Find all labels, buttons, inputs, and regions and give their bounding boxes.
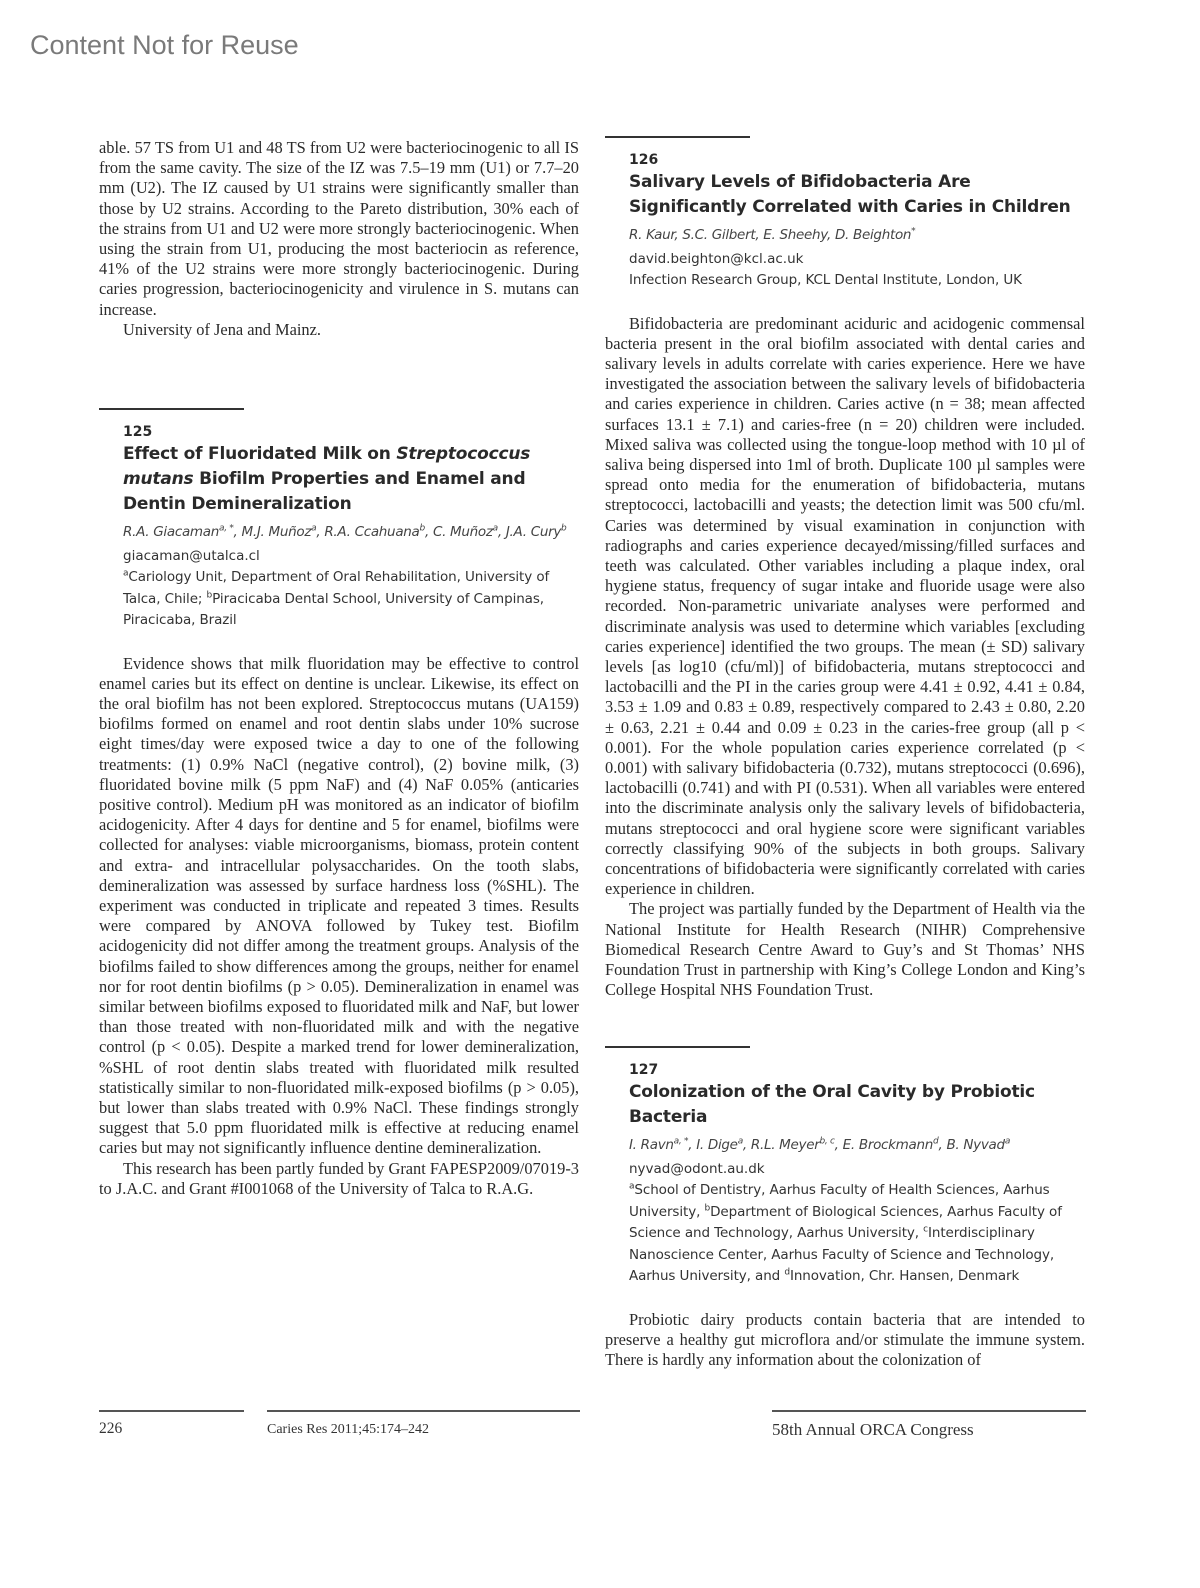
author-sup: b, c [819, 1136, 835, 1147]
author-sup: d [933, 1136, 939, 1147]
author: R.L. Meyer [750, 1137, 820, 1154]
abstract-number: 125 [123, 424, 153, 441]
abstract-paragraph: Evidence shows that milk fluoridation may be effective to control enamel caries but its effect on dentine is unclear. Likewise, its effect on the oral biofilm has not been explored. Streptococcus mutans (UA159) biofilms formed on enamel and root dentin slabs under 10% sucrose eight times/day were exposed twice a day to one of the following treatments: (1) 0.9% NaCl (negative control), (2) bovine milk, (3) fluoridated bovine milk (5 ppm NaF) and (4) NaF 0.05% (anticaries positive control). Medium pH was monitored as an indicator of biofilm acidogenicity. After 4 days for dentine and 5 for enamel, biofilms were collected for analyses: viable microorganisms, biomass, protein content and extra- and intracellular polysaccharides. On the tooth slabs, demineralization was assessed by surface hardness loss (%SHL). The experiment was conducted in triplicate and repeated 3 times. Results were compared by ANOVA followed by Tukey test. Biofilm acidogenicity did not differ among the treatment groups. Analysis of the biofilms failed to show differences among the groups, neither for enamel nor for root dentin biofilms (p > 0.05). Demineralization in enamel was similar between biofilms exposed to fluoridated milk and NaF, but lower than those treated with non-fluoridated milk and with the negative control (p < 0.05). Despite a marked trend for lower demineralization, %SHL of root dentin slabs treated with fluoridated milk resulted statistically similar to non-fluoridated milk-exposed biofilms (p > 0.05), but lower than slabs treated with 0.9% NaCl. These findings strongly suggest that 5.0 ppm fluoridated milk is effective at reducing enamel caries but may not significantly influence dentine demineralization. [99, 653, 579, 1158]
author: M.J. Muñoz [241, 524, 312, 541]
affil-sup: b [704, 1203, 711, 1214]
abstract-paragraph: Probiotic dairy products contain bacteria that are intended to preserve a healthy gut microflora and/or stimulate the immune system. There is hardly any information about the colonization of [605, 1309, 1085, 1370]
abstract-title [123, 442, 579, 517]
affiliation: Innovation, Chr. Hansen, Denmark [789, 1268, 1020, 1285]
title-part: Biofilm Properties and Enamel and Dentin Demineralization [123, 469, 526, 515]
author-list: R.A. Giacaman$^{a, *}$, M.J. Muñoz$^a$, R.A. Ccahuana$^b$, C. Muñoz$^a$, J.A. Cury$^b$ [123, 523, 567, 541]
title-part: Effect of Fluoridated Milk on [123, 444, 397, 465]
affiliations [123, 567, 579, 632]
affil-sup: b [206, 590, 213, 601]
affiliation: Department of Biological Sciences, Aarhus Faculty of Science and Technology, Aarhus University, [629, 1203, 1062, 1242]
footer-journal [267, 1410, 580, 1438]
left-column [99, 138, 579, 1199]
affiliation: Cariology Unit, Department of Oral Rehabilitation, University of Talca, Chile; [123, 569, 550, 607]
funding-paragraph: The project was partially funded by the Department of Health via the National Institute for Health Research (NIHR) Comprehensive Biomedical Research Centre Award to Guy’s and St Thomas’ NHS Foundation Trust in partnership with King’s College London and King’s College Hospital NHS Foundation Trust. [605, 899, 1085, 1000]
footer-page [99, 1410, 244, 1438]
affiliations [629, 1180, 1085, 1288]
author: R.A. Giacaman [123, 524, 219, 541]
affiliation: Piracicaba Dental School, University of Campinas, Piracicaba, Brazil [123, 590, 544, 629]
abstract-title: Colonization of the Oral Cavity by Probiotic Bacteria [629, 1082, 1035, 1128]
affil-sup: a [629, 1181, 635, 1192]
watermark: Content Not for Reuse [30, 30, 299, 60]
abstract-126-header [605, 150, 1085, 292]
author: E. Brockmann [842, 1137, 934, 1154]
abstract-126-body [605, 314, 1085, 1001]
title-italic-part: Streptococcus mutans [123, 444, 531, 490]
author-sup: a [737, 1136, 743, 1147]
abstract-127-body [605, 1310, 1085, 1371]
author: E. Sheehy [763, 227, 827, 243]
section-divider [605, 136, 750, 138]
section-divider [605, 1046, 750, 1048]
author-sup: b [419, 523, 425, 534]
footer-rule [772, 1410, 1086, 1412]
affil-sup: a [123, 568, 129, 579]
author: R.A. Ccahuana [324, 524, 420, 541]
author-sup: a [492, 523, 498, 534]
abstract-title: Salivary Levels of Bifidobacteria Are Significantly Correlated with Caries in Children [629, 172, 1071, 217]
funding-paragraph: This research has been partly funded by Grant FAPESP2009/07019-3 to J.A.C. and Grant #I001068 of the University of Talca to R.A.G. [99, 1158, 579, 1198]
affil-sup: d [784, 1267, 790, 1278]
continued-paragraph: able. 57 TS from U1 and 48 TS from U2 were bacteriocinogenic to all IS from the same cavity. The size of the IZ was 7.5–19 mm (U1) or 7.7–20 mm (U2). The IZ caused by U1 strains were significantly smaller than those by U2 strains. According to the Pareto distribution, 30% each of the strains from U1 and U2 were more strongly bacteriocinogenic. When using the strain from U1, producing the most bacteriocin as reference, 41% of the U2 strains were more strongly bacteriocinogenic. During caries progression, bacteriocinogenicity and virulence in S. mutans can increase. [99, 138, 579, 319]
continued-funding: University of Jena and Mainz. [123, 319, 322, 339]
author: D. Beighton [834, 227, 912, 243]
footer-rule [267, 1410, 580, 1412]
continued-abstract [99, 138, 579, 340]
contact-email[interactable]: giacaman@utalca.cl [123, 548, 260, 565]
author-sup: a [311, 523, 317, 534]
affiliation: Interdisciplinary Nanoscience Center, Aarhus Faculty of Science and Technology, Aarhus University, and [629, 1225, 1055, 1285]
author-sup: a [1004, 1136, 1011, 1147]
author: C. Muñoz [432, 524, 493, 541]
page-number: 226 [99, 1420, 123, 1437]
affiliation: School of Dentistry, Aarhus Faculty of Health Sciences, Aarhus University, [629, 1182, 1050, 1220]
abstract-number: 127 [629, 1062, 659, 1079]
abstract-125-body [99, 654, 579, 1199]
right-column [605, 136, 1085, 1371]
affil-sup: c [923, 1224, 929, 1235]
author-sup: b [561, 523, 567, 534]
section-divider [99, 408, 244, 410]
abstract-number: 126 [629, 152, 659, 168]
contact-email[interactable]: david.beighton@kcl.ac.uk [629, 251, 804, 267]
author: B. Nyvad [946, 1137, 1005, 1154]
author: R. Kaur [629, 227, 675, 243]
author-sup: a, * [673, 1136, 689, 1147]
congress-name: 58th Annual ORCA Congress [772, 1420, 974, 1439]
abstract-125-header [99, 422, 579, 632]
contact-email[interactable]: nyvad@odont.au.dk [629, 1161, 765, 1178]
author: I. Dige [696, 1137, 738, 1154]
author-sup: * [911, 226, 916, 237]
abstract-127-header [605, 1060, 1085, 1288]
affiliation: Infection Research Group, KCL Dental Institute, London, UK [629, 272, 1022, 288]
author-list: I. Ravn$^{a, *}$, I. Dige$^a$, R.L. Meyer$^{b, c}$, E. Brockmann$^d$, B. Nyvad$^a$ [629, 1136, 1011, 1154]
journal-citation: Caries Res 2011;45:174–242 [267, 1422, 430, 1437]
footer-congress [772, 1410, 1086, 1440]
abstract-paragraph: Bifidobacteria are predominant aciduric and acidogenic commensal bacteria present in the oral biofilm associated with dental caries and salivary levels in adults correlate with caries experience. Here we have investigated the association between the salivary levels of bifidobacteria and caries experience in children. Caries active (n = 38; mean affected surfaces 13.1 ± 7.1) and caries-free (n = 20) children were included. Mixed saliva was collected using the tongue-loop method with 10 µl of saliva being dispersed into 1ml of broth. Duplicate 100 µl samples were spread onto media for the enumeration of bifidobacteria, mutans streptococci, lactobacilli and yeasts; the detection limit was 500 cfu/ml. Caries was determined by visual examination in conjunction with radiographs and caries experience decayed/missing/filled surfaces and teeth was calculated. Other variables including a plaque index, oral hygiene status, frequency of sugar intake and fluoride usage were also recorded. Non-parametric univariate analyses were performed and discriminate analysis was used to determine which variables [excluding caries experience] identified the two groups. The mean (± SD) salivary levels [as log10 (cfu/ml)] of bifidobacteria, mutans streptococci and lactobacilli and the PI in the caries group were 4.41 ± 0.92, 4.41 ± 0.84, 3.53 ± 1.09 and 0.83 ± 0.89, respectively compared to 2.43 ± 0.80, 2.20 ± 0.63, 2.21 ± 0.44 and 0.09 ± 0.23 in the caries-free group (all p < 0.001). For the whole population caries experience correlated (p < 0.001) with salivary bifidobacteria (0.732), mutans streptococci (0.696), lactobacilli (0.741) and with PI (0.531). When all variables were entered into the discriminate analysis only the salivary levels of bifidobacteria, mutans streptococci and oral hygiene score were significant variables correctly classifying 90% of the subjects in both groups. Salivary concentrations of bifidobacteria were significantly correlated with caries experience in children. [605, 313, 1085, 899]
author-sup: a, * [219, 523, 234, 534]
author: S.C. Gilbert [682, 227, 756, 243]
author-list: R. Kaur, S.C. Gilbert, E. Sheehy, D. Beighton* [629, 226, 916, 243]
footer-rule [99, 1410, 244, 1412]
author: I. Ravn [629, 1137, 674, 1154]
author: J.A. Cury [505, 524, 562, 541]
